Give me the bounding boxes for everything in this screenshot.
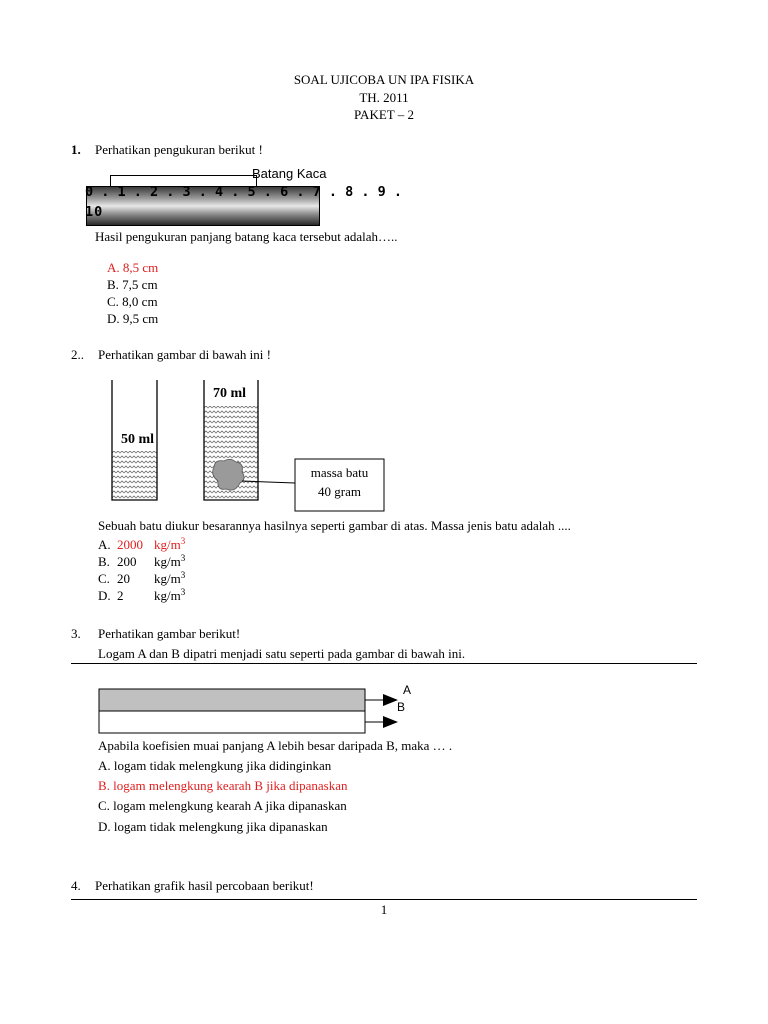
q3-number: 3. [71,626,81,641]
glass-rod-label: Batang Kaca [252,166,327,181]
plate-b [99,711,365,733]
q1-question: Hasil pengukuran panjang batang kaca tersebut adalah….. [95,229,398,244]
arrow-a-icon [383,694,398,706]
ruler-scale: 0 . 1 . 2 . 3 . 4 . 5 . 6 . 7 . 8 . 9 . [85,184,402,200]
footer-line [71,899,697,900]
q1-option-d: D. 9,5 cm [107,311,159,326]
q1-prompt: Perhatikan pengukuran berikut ! [95,142,263,157]
q3-question: Apabila koefisien muai panjang A lebih besar daripada B, maka … . [98,738,453,753]
box-line1: massa batu [310,465,369,480]
label-b: B [397,700,406,714]
bimetal-figure [98,682,408,738]
q4-prompt: Perhatikan grafik hasil percobaan berikut! [95,878,314,893]
arrow-b-icon [383,716,398,728]
q3-option-c: C. logam melengkung kearah A jika dipanaskan [98,798,347,813]
doc-package: PAKET – 2 [354,107,414,122]
q4-number: 4. [71,878,81,893]
q2-option-b: B. 200 $kg/m^3$ [98,553,186,569]
q3-line2: Logam A dan B dipatri menjadi satu seperti pada gambar di bawah ini. [98,646,466,661]
q2-option-a: A. 2000 $kg/m^3$ [98,536,186,552]
doc-year: TH. 2011 [359,90,409,105]
q1-option-b: B. 7,5 cm [107,277,158,292]
q1-number: 1. [71,142,81,157]
q3-prompt: Perhatikan gambar berikut! [98,626,241,641]
ruler-scale-end: 10 [85,204,104,220]
page-number: 1 [380,902,388,917]
doc-title: SOAL UJICOBA UN IPA FISIKA [293,72,475,87]
q2-option-d: D. 2 $kg/m^3$ [98,587,186,603]
q3-option-b: B. logam melengkung kearah B jika dipanaskan [98,778,348,793]
box-line2: 40 gram [318,484,361,499]
q3-option-a: A. logam tidak melengkung jika didinginkan [98,758,332,773]
plate-a [99,689,365,711]
q1-option-a: A. 8,5 cm [107,260,159,275]
q2-question: Sebuah batu diukur besarannya hasilnya seperti gambar di atas. Massa jenis batu adalah .... [98,518,571,533]
q1-option-c: C. 8,0 cm [107,294,158,309]
cyl2-label: 70 ml [213,386,247,401]
cyl1-label: 50 ml [121,432,155,447]
q2-option-c: C. 20 $kg/m^3$ [98,570,186,586]
q2-number: 2.. [71,347,84,362]
q3-option-d: D. logam tidak melengkung jika dipanaskan [98,819,328,834]
divider-line [71,663,697,664]
q2-prompt: Perhatikan gambar di bawah ini ! [98,347,271,362]
label-a: A [403,683,412,697]
